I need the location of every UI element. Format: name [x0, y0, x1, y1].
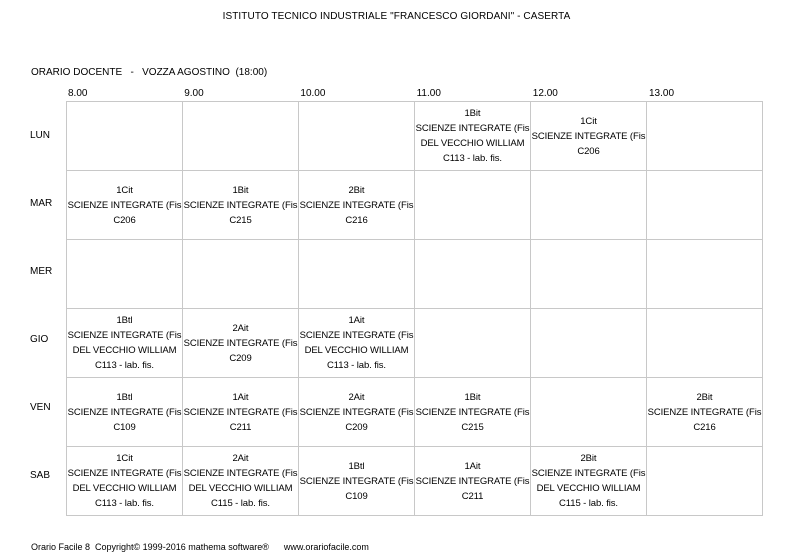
hour-label: 12.00 — [532, 88, 558, 99]
hour-label: 10.00 — [300, 88, 326, 99]
day-label: LUN — [30, 129, 51, 141]
empty-cell — [415, 309, 531, 378]
lesson-class: 1Cit — [116, 453, 133, 464]
lesson-subject: SCIENZE INTEGRATE (Fis — [647, 406, 762, 418]
school-title: ISTITUTO TECNICO INDUSTRIALE "FRANCESCO GIORDANI" - CASERTA — [222, 11, 571, 22]
lesson-subject: SCIENZE INTEGRATE (Fis — [299, 199, 414, 211]
lesson-teacher: DEL VECCHIO WILLIAM — [536, 483, 641, 494]
lesson-room: C216 — [693, 421, 716, 433]
lesson-room: C211 — [461, 490, 484, 502]
footer-copyright: Orario Facile 8 Copyright© 1999-2016 mathema software® www.orariofacile.com — [31, 542, 369, 552]
lesson-class: 1Btl — [348, 460, 365, 472]
lesson-room: C206 — [577, 145, 600, 157]
lesson-cell — [415, 447, 531, 516]
lesson-subject: SCIENZE INTEGRATE (Fis — [415, 123, 530, 134]
lesson-room: C113 - lab. fis. — [443, 153, 502, 164]
lesson-subject: SCIENZE INTEGRATE (Fis — [183, 199, 298, 211]
empty-cell — [647, 171, 763, 240]
lesson-cell — [299, 309, 415, 378]
timetable-row — [67, 102, 763, 171]
lesson-class: 1Ait — [464, 460, 481, 472]
lesson-subject: SCIENZE INTEGRATE (Fis — [67, 330, 182, 341]
lesson-cell — [67, 378, 183, 447]
lesson-subject: SCIENZE INTEGRATE (Fis — [67, 199, 182, 211]
lesson-class: 1Cit — [116, 184, 133, 196]
lesson-room: C109 — [345, 490, 368, 502]
lesson-class: 2Bit — [580, 453, 597, 464]
lesson-teacher: DEL VECCHIO WILLIAM — [304, 345, 409, 356]
day-label: GIO — [30, 333, 49, 345]
empty-cell — [415, 171, 531, 240]
lesson-teacher: DEL VECCHIO WILLIAM — [72, 345, 177, 356]
empty-cell — [647, 309, 763, 378]
lesson-class: 1Btl — [116, 391, 133, 403]
lesson-subject: SCIENZE INTEGRATE (Fis — [531, 468, 646, 479]
timetable-row — [67, 447, 763, 516]
timetable-row — [67, 171, 763, 240]
lesson-cell — [183, 171, 299, 240]
day-label: MAR — [30, 197, 53, 209]
timetable-grid — [66, 101, 763, 516]
lesson-class: 2Ait — [232, 453, 249, 464]
day-label: SAB — [30, 469, 51, 481]
lesson-class: 2Bit — [348, 184, 365, 196]
empty-cell — [647, 240, 763, 309]
lesson-cell — [647, 378, 763, 447]
lesson-subject: SCIENZE INTEGRATE (Fis — [299, 475, 414, 487]
hour-label: 13.00 — [649, 88, 675, 99]
lesson-room: C211 — [229, 421, 252, 433]
lesson-cell — [415, 102, 531, 171]
lesson-room: C215 — [229, 214, 252, 226]
lesson-subject: SCIENZE INTEGRATE (Fis — [183, 468, 298, 479]
day-label: VEN — [30, 401, 51, 413]
lesson-class: 1Cit — [580, 115, 597, 127]
lesson-cell — [531, 447, 647, 516]
empty-cell — [67, 240, 183, 309]
lesson-room: C216 — [345, 214, 368, 226]
lesson-cell — [67, 171, 183, 240]
lesson-subject: SCIENZE INTEGRATE (Fis — [299, 330, 414, 341]
timetable-row — [67, 309, 763, 378]
empty-cell — [299, 102, 415, 171]
lesson-class: 2Bit — [696, 391, 713, 403]
lesson-cell — [183, 378, 299, 447]
lesson-cell — [531, 102, 647, 171]
lesson-class: 2Ait — [348, 391, 365, 403]
lesson-subject: SCIENZE INTEGRATE (Fis — [67, 468, 182, 479]
lesson-room: C113 - lab. fis. — [327, 360, 386, 371]
hour-label: 8.00 — [68, 88, 88, 99]
timetable-row — [67, 378, 763, 447]
lesson-cell — [299, 378, 415, 447]
lesson-cell — [299, 171, 415, 240]
lesson-room: C115 - lab. fis. — [211, 498, 270, 509]
lesson-subject: SCIENZE INTEGRATE (Fis — [183, 406, 298, 418]
teacher-schedule-title: ORARIO DOCENTE - VOZZA AGOSTINO (18:00) — [31, 67, 268, 78]
empty-cell — [647, 102, 763, 171]
lesson-cell — [415, 378, 531, 447]
lesson-class: 1Bit — [232, 184, 249, 196]
lesson-subject: SCIENZE INTEGRATE (Fis — [299, 406, 414, 418]
lesson-cell — [299, 447, 415, 516]
lesson-class: 1Btl — [116, 315, 133, 326]
empty-cell — [299, 240, 415, 309]
lesson-cell — [183, 447, 299, 516]
empty-cell — [183, 102, 299, 171]
lesson-room: C215 — [461, 421, 484, 433]
lesson-room: C209 — [229, 352, 252, 364]
day-label: MER — [30, 265, 53, 277]
lesson-room: C113 - lab. fis. — [95, 360, 154, 371]
lesson-cell — [67, 447, 183, 516]
lesson-class: 1Bit — [464, 108, 481, 119]
lesson-subject: SCIENZE INTEGRATE (Fis — [531, 130, 646, 142]
hour-label: 9.00 — [184, 88, 204, 99]
lesson-subject: SCIENZE INTEGRATE (Fis — [415, 406, 530, 418]
lesson-cell — [67, 309, 183, 378]
lesson-class: 1Bit — [464, 391, 481, 403]
lesson-subject: SCIENZE INTEGRATE (Fis — [415, 475, 530, 487]
empty-cell — [531, 240, 647, 309]
hour-label: 11.00 — [416, 88, 441, 99]
empty-cell — [531, 378, 647, 447]
lesson-cell — [183, 309, 299, 378]
empty-cell — [415, 240, 531, 309]
lesson-teacher: DEL VECCHIO WILLIAM — [188, 483, 293, 494]
empty-cell — [531, 309, 647, 378]
lesson-class: 2Ait — [232, 322, 249, 334]
lesson-subject: SCIENZE INTEGRATE (Fis — [67, 406, 182, 418]
empty-cell — [531, 171, 647, 240]
lesson-room: C206 — [113, 214, 136, 226]
lesson-room: C109 — [113, 421, 136, 433]
empty-cell — [67, 102, 183, 171]
lesson-class: 1Ait — [348, 315, 365, 326]
lesson-subject: SCIENZE INTEGRATE (Fis — [183, 337, 298, 349]
timetable-row — [67, 240, 763, 309]
lesson-teacher: DEL VECCHIO WILLIAM — [72, 483, 177, 494]
lesson-teacher: DEL VECCHIO WILLIAM — [420, 138, 525, 149]
lesson-class: 1Ait — [232, 391, 249, 403]
empty-cell — [647, 447, 763, 516]
lesson-room: C115 - lab. fis. — [559, 498, 618, 509]
lesson-room: C209 — [345, 421, 368, 433]
empty-cell — [183, 240, 299, 309]
lesson-room: C113 - lab. fis. — [95, 498, 154, 509]
